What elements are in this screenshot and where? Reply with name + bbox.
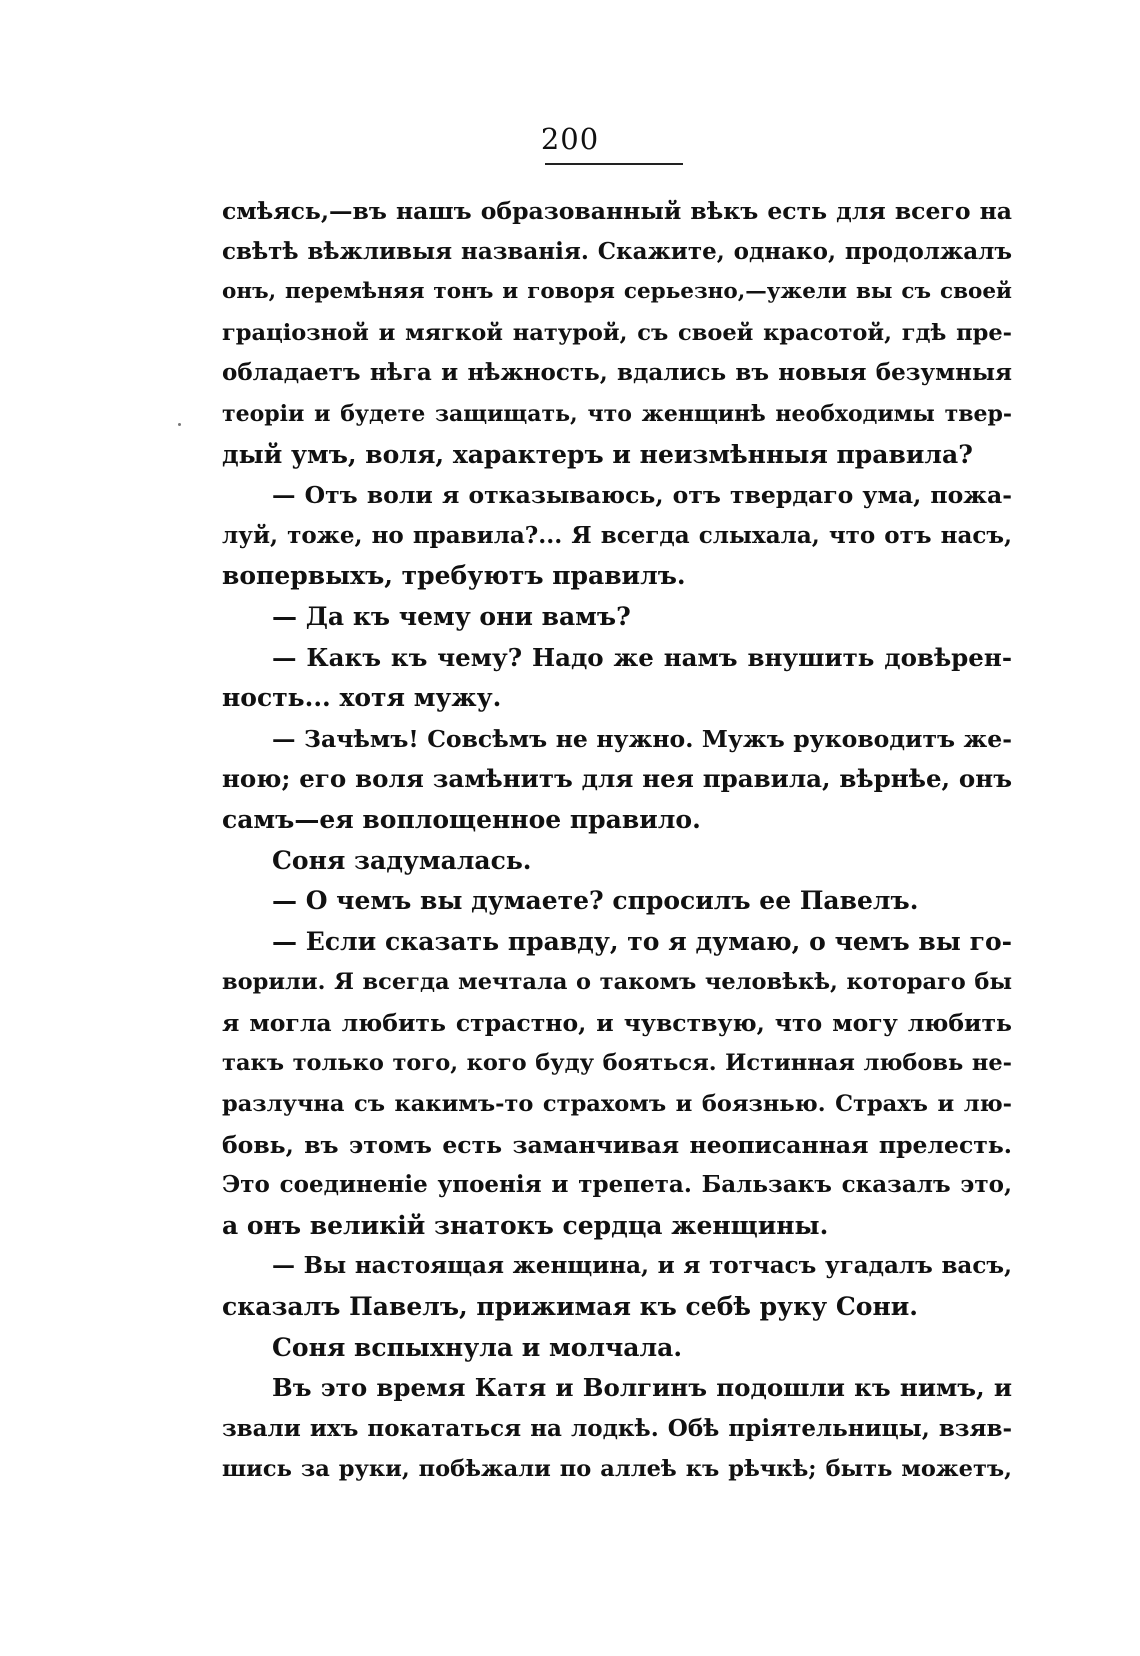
text-line: Соня задумалась. [272, 845, 532, 875]
text-line: — Вы настоящая женщина, и я тотчасъ угадалъ васъ, [272, 1252, 1012, 1280]
text-line: такъ только того, кого буду бояться. Истинная любовь не- [222, 1050, 1012, 1077]
text-line: обладаетъ нѣга и нѣжность, вдались въ новыя безумныя [222, 359, 1012, 387]
text-line: граціозной и мягкой натурой, съ своей красотой, гдѣ пре- [222, 319, 1012, 346]
text-line: Въ это время Катя и Волгинъ подошли къ нимъ, и [272, 1373, 1012, 1403]
text-line: ною; его воля замѣнитъ для нея правила, вѣрнѣе, онъ [222, 764, 1012, 794]
text-line: дый умъ, воля, характеръ и неизмѣнныя правила? [222, 439, 973, 469]
text-line: — Зачѣмъ! Совсѣмъ не нужно. Мужъ руководитъ же- [272, 724, 1012, 753]
text-line: — Отъ воли я отказываюсь, отъ твердаго ума, пожа- [272, 481, 1012, 510]
text-line: — Да къ чему они вамъ? [272, 601, 631, 631]
text-line: сказалъ Павелъ, прижимая къ себѣ руку Сони. [222, 1292, 919, 1322]
text-line: теоріи и будете защищать, что женщинѣ необходимы твер- [222, 400, 1012, 427]
text-line: звали ихъ покататься на лодкѣ. Обѣ пріятельницы, взяв- [222, 1414, 1012, 1442]
text-line: самъ—ея воплощенное правило. [222, 804, 701, 834]
text-line: вопервыхъ, требуютъ правилъ. [222, 561, 686, 591]
text-line: а онъ великій знатокъ сердца женщины. [222, 1210, 829, 1240]
text-line: — Какъ къ чему? Надо же намъ внушить довѣрен- [272, 642, 1012, 672]
stray-mark [178, 423, 181, 426]
body-text [222, 191, 1012, 1490]
text-line: бовь, въ этомъ есть заманчивая неописанная прелесть. [222, 1130, 1012, 1159]
text-line: Соня вспыхнула и молчала. [272, 1332, 683, 1362]
text-line: ность... хотя мужу. [222, 683, 502, 713]
text-line: шись за руки, побѣжали по аллеѣ къ рѣчкѣ; быть можетъ, [222, 1456, 1012, 1483]
page-number: 200 [540, 122, 600, 156]
text-line: — О чемъ вы думаете? спросилъ ее Павелъ. [272, 886, 919, 916]
text-line: онъ, перемѣняя тонъ и говоря серьезно,—ужели вы съ своей [222, 279, 1012, 305]
text-line: — Если сказать правду, то я думаю, о чемъ вы го- [272, 926, 1012, 956]
text-line: смѣясь,—въ нашъ образованный вѣкъ есть для всего на [222, 197, 1012, 225]
text-line: луй, тоже, но правила?... Я всегда слыхала, что отъ насъ, [222, 521, 1012, 549]
text-line: ворили. Я всегда мечтала о такомъ человѣкѣ, котораго бы [222, 969, 1012, 996]
text-line: свѣтѣ вѣжливыя названія. Скажите, однако, продолжалъ [222, 237, 1012, 265]
text-line: я могла любить страстно, и чувствую, что могу любить [222, 1008, 1012, 1037]
text-line: Это соединеніе упоенія и трепета. Бальзакъ сказалъ это, [222, 1171, 1012, 1199]
header-rule [545, 163, 683, 165]
text-line: разлучна съ какимъ-то страхомъ и боязнью. Страхъ и лю- [222, 1091, 1012, 1118]
